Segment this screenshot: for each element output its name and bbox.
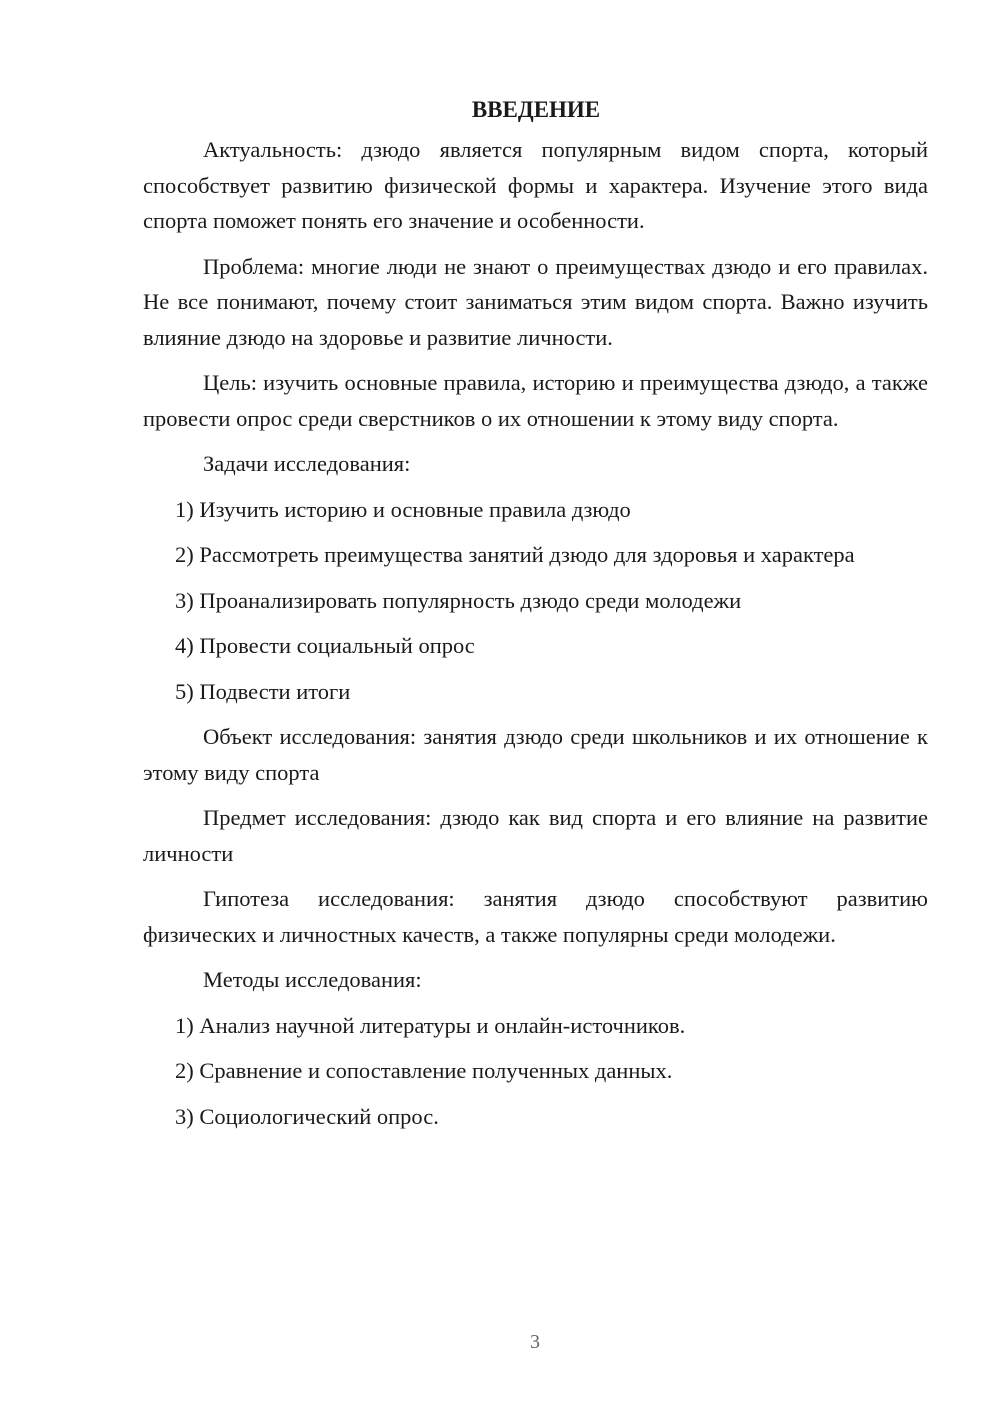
- page-content: [143, 92, 928, 1144]
- object-paragraph: Объект исследования: занятия дзюдо среди школьников и их отношение к этому виду спорта: [143, 724, 928, 785]
- hypothesis-paragraph: Гипотеза исследования: занятия дзюдо способствуют развитию физических и личностных качеств, а также популярны среди молодежи.: [143, 886, 928, 947]
- task-item: 1) Изучить историю и основные правила дзюдо: [175, 496, 631, 522]
- problem-paragraph: Проблема: многие люди не знают о преимуществах дзюдо и его правилах. Не все понимают, почему стоит заниматься этим видом спорта. Важно изучить влияние дзюдо на здоровье и развитие личности.: [143, 253, 928, 350]
- method-item: 3) Социологический опрос.: [175, 1103, 439, 1129]
- tasks-heading: Задачи исследования:: [203, 451, 411, 476]
- page-title: ВВЕДЕНИЕ: [471, 97, 601, 122]
- task-item: 5) Подвести итоги: [175, 678, 351, 704]
- task-item: 4) Провести социальный опрос: [175, 633, 475, 658]
- page-number: 3: [530, 1331, 540, 1353]
- subject-paragraph: Предмет исследования: дзюдо как вид спорта и его влияние на развитие личности: [143, 805, 928, 866]
- goal-paragraph: Цель: изучить основные правила, историю и преимущества дзюдо, а также провести опрос среди сверстников о их отношении к этому виду спорта.: [143, 370, 928, 431]
- method-item: 1) Анализ научной литературы и онлайн-источников.: [175, 1012, 686, 1038]
- method-item: 2) Сравнение и сопоставление полученных данных.: [175, 1058, 673, 1083]
- task-item: 3) Проанализировать популярность дзюдо среди молодежи: [175, 587, 742, 613]
- methods-heading: Методы исследования:: [203, 967, 422, 992]
- relevance-paragraph: Актуальность: дзюдо является популярным видом спорта, который способствует развитию физической формы и характера. Изучение этого вида спорта поможет понять его значение и особенности.: [143, 137, 928, 233]
- task-item: 2) Рассмотреть преимущества занятий дзюдо для здоровья и характера: [175, 542, 855, 567]
